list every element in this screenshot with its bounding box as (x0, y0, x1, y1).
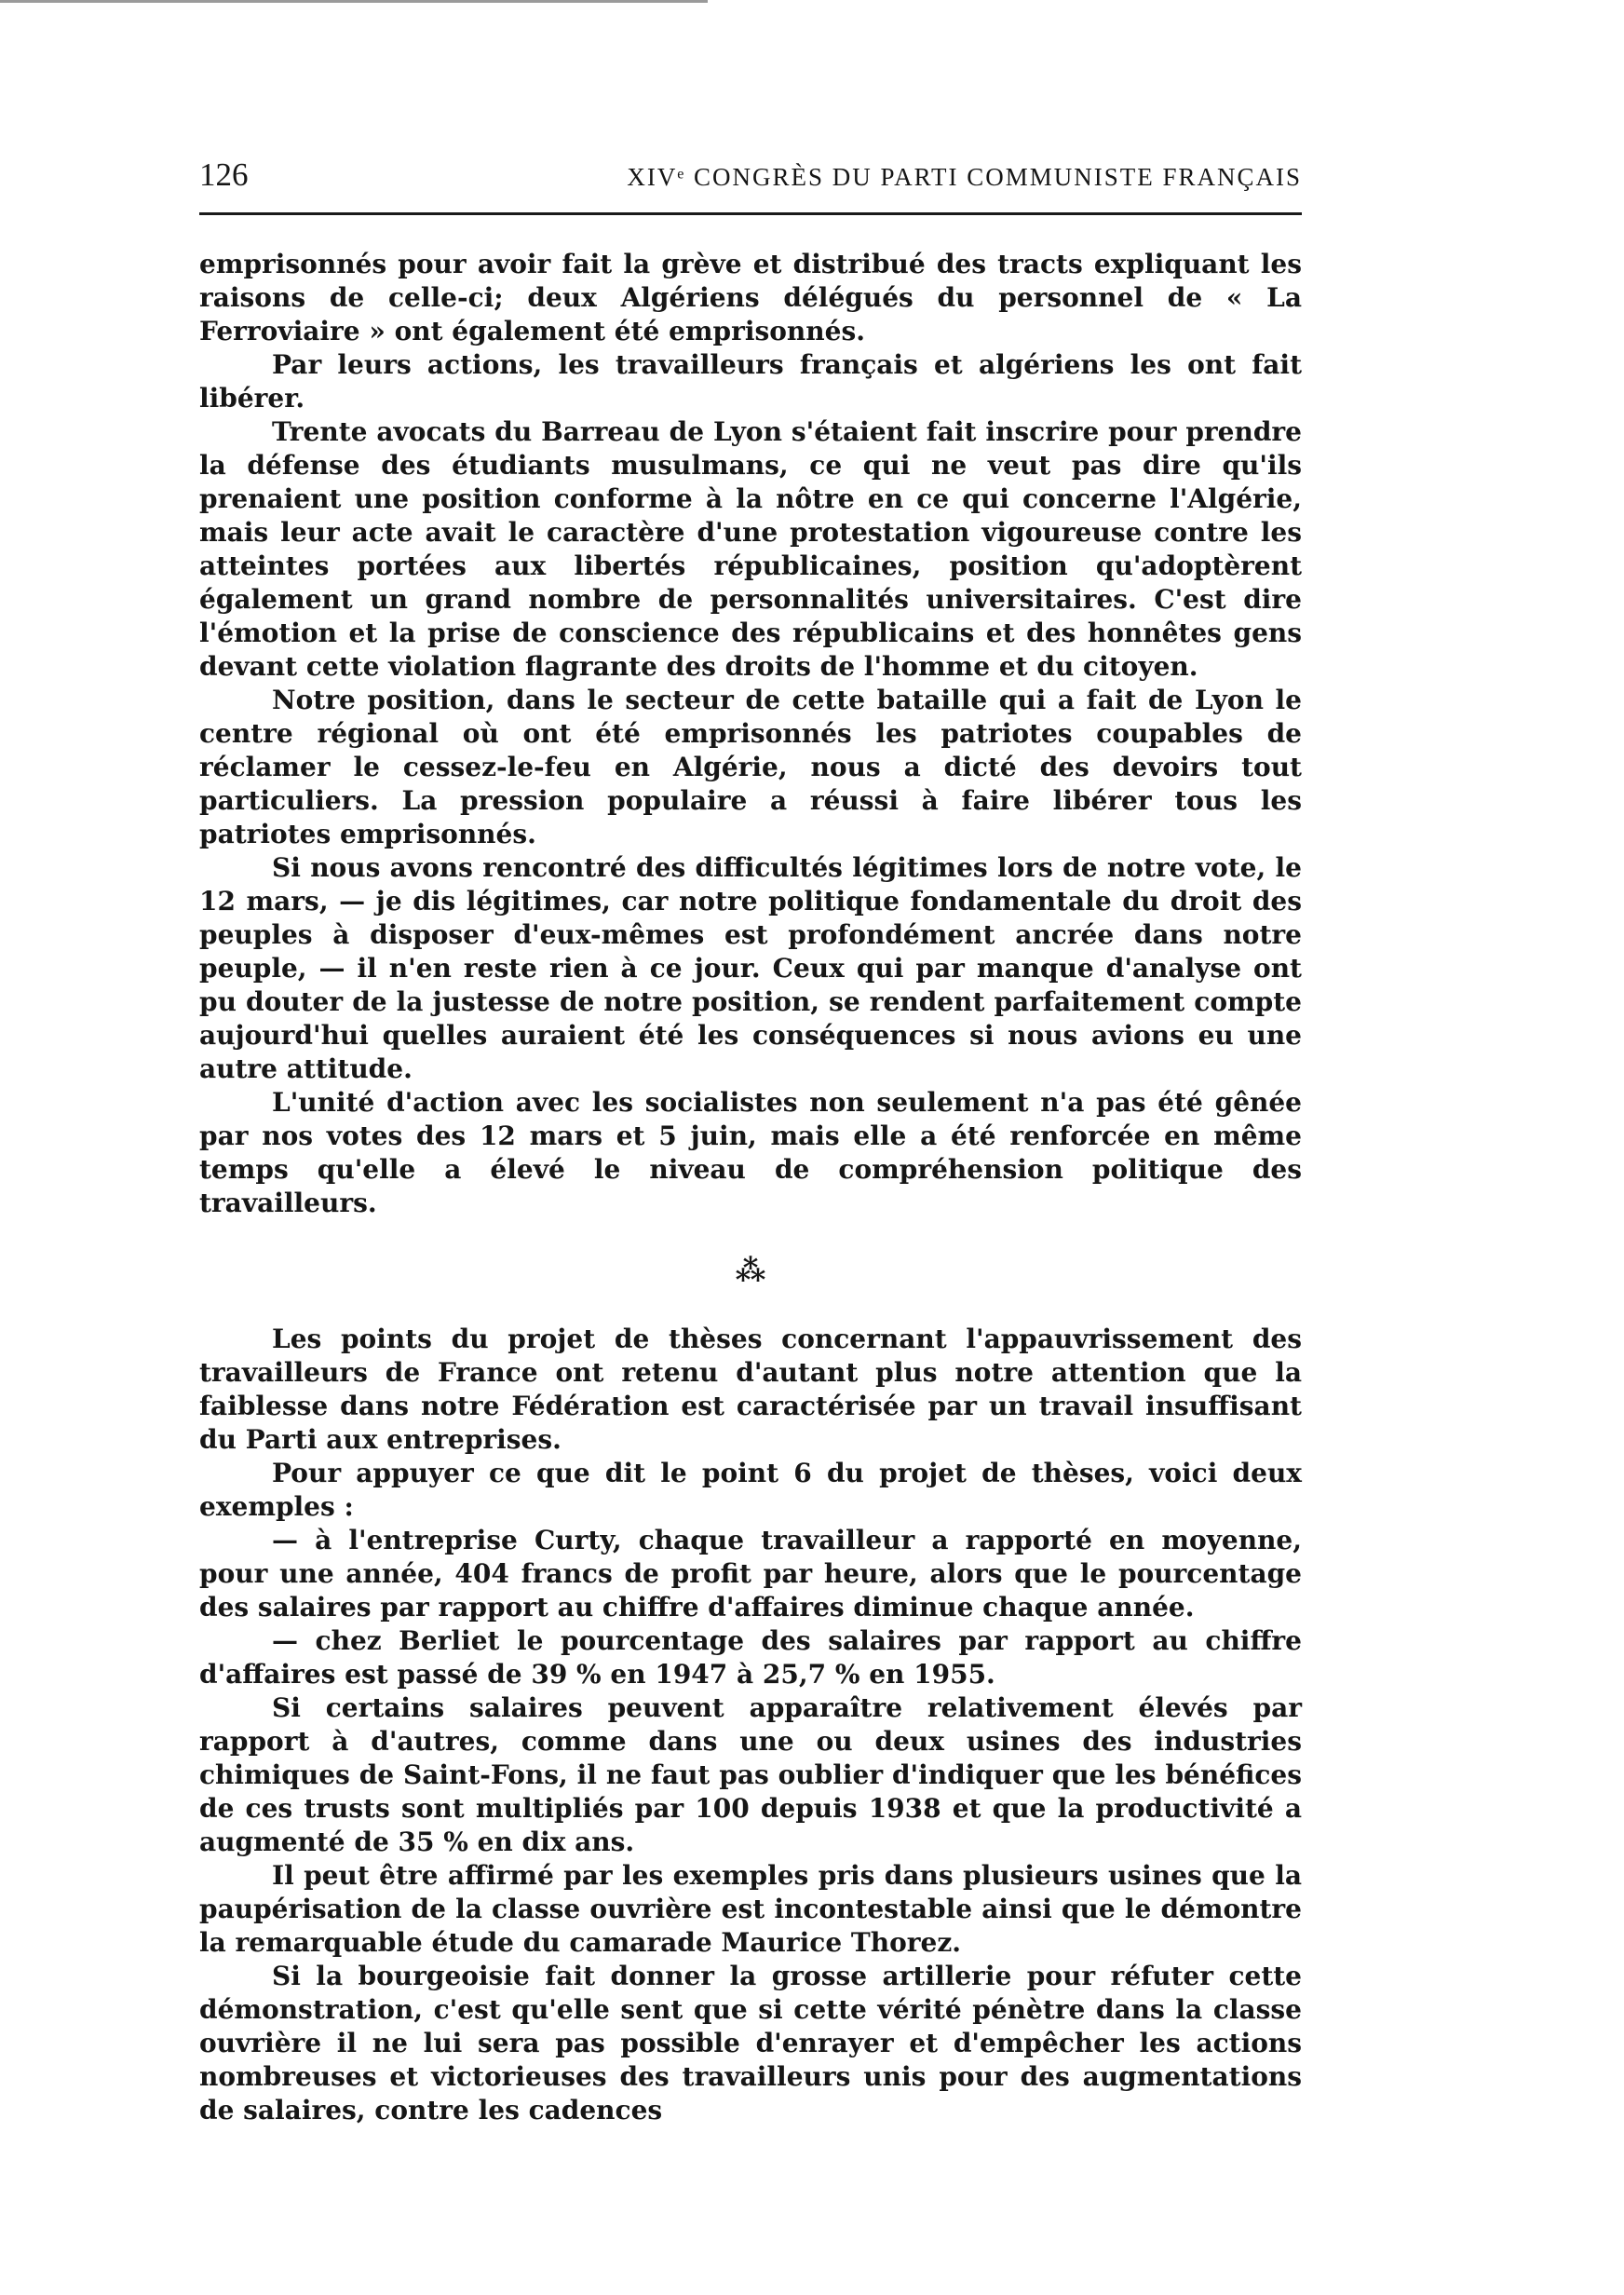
paragraph: Notre position, dans le secteur de cette bataille qui a fait de Lyon le centre régional où ont été emprisonnés les patriotes coupables de réclamer le cessez-le-feu en Algérie, nous a dicté des devoirs tout particuliers. La pression populaire a réussi à faire libérer tous les patriotes emprisonnés. (199, 685, 1302, 849)
section-break-asterism: ⁂ (735, 1253, 766, 1288)
paragraph: Si la bourgeoisie fait donner la grosse artillerie pour réfuter cette démonstration, c'est qu'elle sent que si cette vérité pénètre dans la classe ouvrière il ne lui sera pas possible d'enrayer et d'empêcher les actions nombreuses et victorieuses des travailleurs unis pour des augmentations de salaires, contre les cadences (199, 1961, 1302, 2125)
header-divider (199, 212, 1302, 215)
paragraph: Trente avocats du Barreau de Lyon s'étaient fait inscrire pour prendre la défense des étudiants musulmans, ce qui ne veut pas dire qu'ils prenaient une position conforme à la nôtre en ce qui concerne l'Algérie, mais leur acte avait le caractère d'une protestation vigoureuse contre les atteintes portées aux libertés républicaines, position qu'adoptèrent également un grand nombre de personnalités universitaires. C'est dire l'émotion et la prise de conscience des républicains et des honnêtes gens devant cette violation flagrante des droits de l'homme et du citoyen. (199, 416, 1302, 682)
paragraph: L'unité d'action avec les socialistes non seulement n'a pas été gênée par nos votes des 12 mars et 5 juin, mais elle a été renforcée en même temps qu'elle a élevé le niveau de compréhension politique des travailleurs. (199, 1087, 1302, 1218)
body-text (199, 248, 1302, 2127)
list-item: — chez Berliet le pourcentage des salaires par rapport au chiffre d'affaires est passé de 39 % en 1947 à 25,7 % en 1955. (199, 1625, 1302, 1690)
list-item: — à l'entreprise Curty, chaque travailleur a rapporté en moyenne, pour une année, 404 francs de profit par heure, alors que le pourcentage des salaires par rapport au chiffre d'affaires diminue chaque année. (199, 1525, 1302, 1623)
paragraph: emprisonnés pour avoir fait la grève et distribué des tracts expliquant les raisons de celle-ci; deux Algériens délégués du personnel de « La Ferroviaire » ont également été emprisonnés. (199, 249, 1302, 346)
paragraph: Si nous avons rencontré des difficultés légitimes lors de notre vote, le 12 mars, — je dis légitimes, car notre politique fondamentale du droit des peuples à disposer d'eux-mêmes est profondément ancrée dans notre peuple, — il n'en reste rien à ce jour. Ceux qui par manque d'analyse ont pu douter de la justesse de notre position, se rendent parfaitement compte aujourd'hui quelles auraient été les conséquences si nous avions eu une autre attitude. (199, 852, 1302, 1084)
scan-top-edge (0, 0, 708, 3)
paragraph: Les points du projet de thèses concernant l'appauvrissement des travailleurs de France ont retenu d'autant plus notre attention que la faiblesse dans notre Fédération est caractérisée par un travail insuffisant du Parti aux entreprises. (199, 1324, 1302, 1455)
paragraph: Pour appuyer ce que dit le point 6 du projet de thèses, voici deux exemples : (199, 1458, 1302, 1522)
paragraph: Il peut être affirmé par les exemples pris dans plusieurs usines que la paupérisation de la classe ouvrière est incontestable ainsi que le démontre la remarquable étude du camarade Maurice Thorez. (199, 1860, 1302, 1958)
paragraph: Si certains salaires peuvent apparaître relativement élevés par rapport à d'autres, comme dans une ou deux usines des industries chimiques de Saint-Fons, il ne faut pas oublier d'indiquer que les bénéfices de ces trusts sont multipliés par 100 depuis 1938 et que la productivité a augmenté de 35 % en dix ans. (199, 1692, 1302, 1857)
page-number: 126 (199, 156, 249, 193)
paragraph: Par leurs actions, les travailleurs français et algériens les ont fait libérer. (199, 349, 1302, 414)
page-header (199, 156, 1302, 194)
running-title: XIVᵉ CONGRÈS DU PARTI COMMUNISTE FRANÇAIS (627, 163, 1302, 191)
